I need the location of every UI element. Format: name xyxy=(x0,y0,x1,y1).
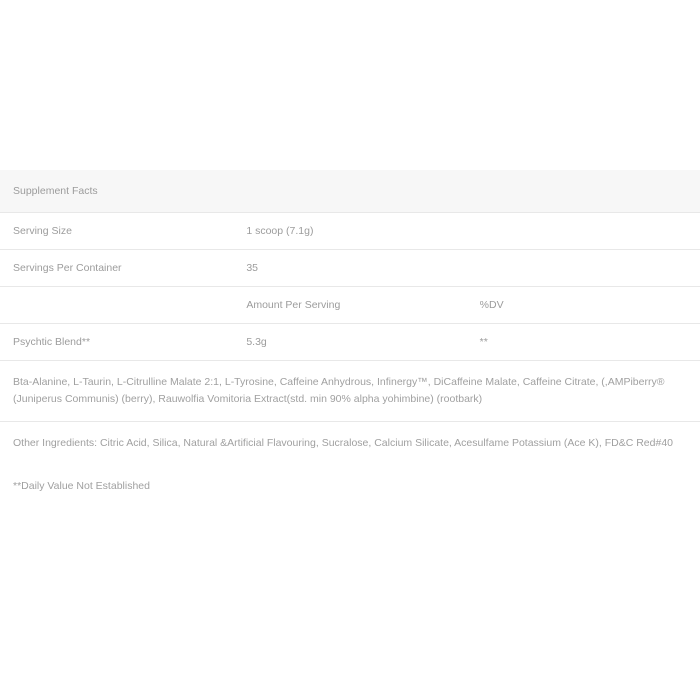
other-ingredients-text: Other Ingredients: Citric Acid, Silica, Natural &Artificial Flavouring, Sucralose, Calcium Silicate, Acesulfame Potassium (Ace K), FD&C Red#40 xyxy=(0,421,700,465)
supplement-facts-table xyxy=(0,170,700,360)
label-notes xyxy=(0,360,700,493)
supplement-facts-title: Supplement Facts xyxy=(0,170,700,213)
supplement-facts-panel xyxy=(0,170,700,493)
table-title-row xyxy=(0,170,700,213)
table-body xyxy=(0,170,700,360)
servings-per-container-dv xyxy=(467,250,700,287)
amount-per-serving-header: Amount Per Serving xyxy=(233,287,466,324)
blend-label: Psychtic Blend** xyxy=(0,324,233,361)
daily-value-header: %DV xyxy=(467,287,700,324)
serving-size-dv xyxy=(467,213,700,250)
table-row xyxy=(0,213,700,250)
table-header-row xyxy=(0,287,700,324)
table-row xyxy=(0,324,700,361)
servings-per-container-value: 35 xyxy=(233,250,466,287)
blank-header xyxy=(0,287,233,324)
daily-value-note: **Daily Value Not Established xyxy=(13,480,150,492)
blend-amount: 5.3g xyxy=(233,324,466,361)
serving-size-label: Serving Size xyxy=(0,213,233,250)
ingredients-text: Bta-Alanine, L-Taurin, L-Citrulline Malate 2:1, L-Tyrosine, Caffeine Anhydrous, Infinergy™, DiCaffeine Malate, Caffeine Citrate, (,AMPiberry® (Juniperus Communis) (berry), Rauwolfia Vomitoria Extract(std. min 90% alpha yohimbine) (rootbark) xyxy=(0,360,700,421)
servings-per-container-label: Servings Per Container xyxy=(0,250,233,287)
table-row xyxy=(0,250,700,287)
serving-size-value: 1 scoop (7.1g) xyxy=(233,213,466,250)
blend-dv: ** xyxy=(467,324,700,361)
